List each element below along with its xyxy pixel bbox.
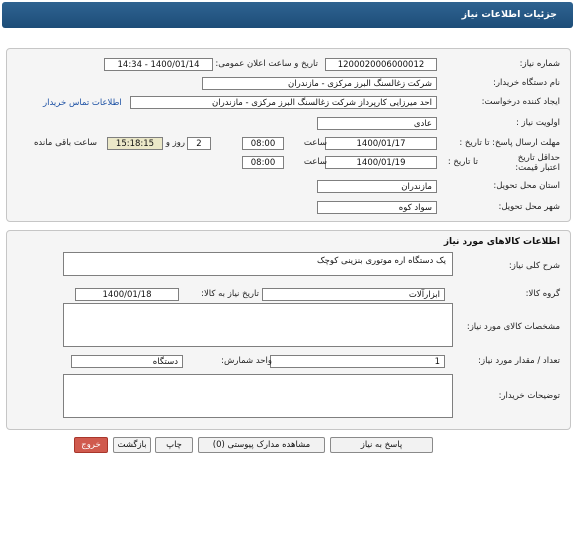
validity-time-label: ساعت: [303, 157, 327, 167]
respond-button[interactable]: پاسخ به نیاز: [330, 437, 433, 453]
group-label: گروه کالا:: [525, 289, 560, 299]
city-label: شهر محل تحویل:: [498, 202, 560, 212]
qty-field: 1: [270, 355, 445, 368]
priority-label: اولویت نیاز :: [515, 118, 560, 128]
summary-label: شرح کلی نیاز:: [508, 261, 560, 271]
need-date-label: تاریخ نیاز به کالا:: [201, 289, 259, 299]
buyer-field: شرکت زغالسنگ البرز مرکزی - مازندران: [202, 77, 437, 90]
summary-text: یک دستگاه اره موتوری بنزینی کوچک: [316, 256, 446, 266]
group-field: ابزارآلات: [262, 288, 445, 301]
back-button[interactable]: بازگشت: [113, 437, 151, 453]
need-details-panel: [6, 48, 571, 222]
city-field: سواد کوه: [317, 201, 437, 214]
province-field: مازندران: [317, 180, 437, 193]
summary-field: [63, 252, 453, 276]
priority-field: عادی: [317, 117, 437, 130]
announce-field: 1400/01/14 - 14:34: [104, 58, 213, 71]
buyer-notes-label: توضیحات خریدار:: [498, 391, 560, 401]
validity-time-field: 08:00: [242, 156, 284, 169]
to-date-label: تا تاریخ :: [447, 157, 478, 167]
attachments-button[interactable]: مشاهده مدارک پیوستی (0): [198, 437, 325, 453]
print-button[interactable]: چاپ: [155, 437, 193, 453]
need-number-field: 1200020006000012: [325, 58, 437, 71]
specs-field: [63, 303, 453, 347]
page-title: جزئیات اطلاعات نیاز: [461, 9, 557, 20]
announce-label: تاریخ و ساعت اعلان عمومی:: [215, 59, 318, 69]
deadline-date-field: 1400/01/17: [325, 137, 437, 150]
deadline-time-label: ساعت: [303, 138, 327, 148]
unit-label: واحد شمارش:: [221, 356, 272, 366]
buyer-contact-link[interactable]: اطلاعات تماس خریدار: [43, 98, 122, 108]
province-label: استان محل تحویل:: [493, 181, 560, 191]
deadline-time-field: 08:00: [242, 137, 284, 150]
remaining-label: ساعت باقی مانده: [33, 138, 97, 148]
need-date-field: 1400/01/18: [75, 288, 179, 301]
deadline-label: مهلت ارسال پاسخ: تا تاریخ :: [459, 138, 560, 148]
days-label: روز و: [165, 138, 185, 148]
creator-field: احد میرزایی کارپرداز شرکت زغالسنگ البرز مرکزی - مازندران: [130, 96, 437, 109]
page-header: [2, 2, 573, 28]
min-price-label: حداقل تاریخ اعتبار قیمت:: [515, 153, 560, 173]
buyer-label: نام دستگاه خریدار:: [493, 78, 560, 88]
buyer-notes-field: [63, 374, 453, 418]
goods-panel: [6, 230, 571, 430]
goods-section-title: اطلاعات کالاهای مورد نیاز: [443, 237, 560, 247]
unit-field: دستگاه: [71, 355, 183, 368]
remaining-time-field: 15:18:15: [107, 137, 163, 150]
need-number-label: شماره نیاز:: [519, 59, 560, 69]
validity-date-field: 1400/01/19: [325, 156, 437, 169]
creator-label: ایجاد کننده درخواست:: [481, 97, 560, 107]
specs-label: مشخصات کالای مورد نیاز:: [466, 322, 560, 332]
days-field: 2: [187, 137, 211, 150]
exit-button[interactable]: خروج: [74, 437, 108, 453]
qty-label: تعداد / مقدار مورد نیاز:: [478, 356, 560, 366]
